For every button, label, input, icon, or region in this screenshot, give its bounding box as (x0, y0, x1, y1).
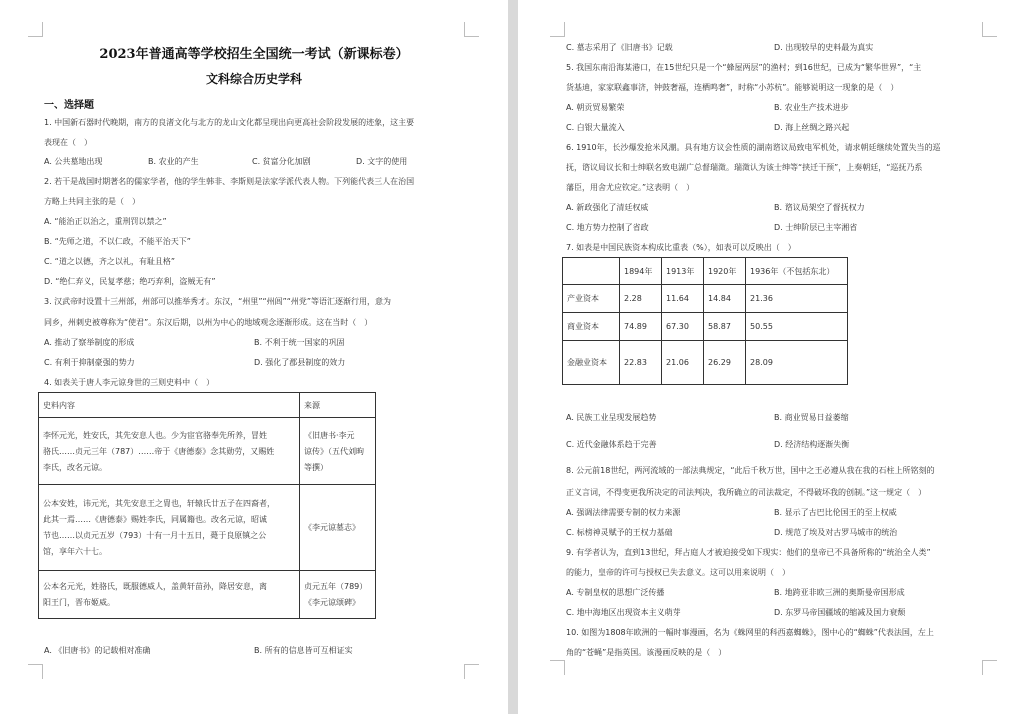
table-header: 史料内容 (39, 393, 300, 418)
crop-mark (28, 664, 43, 679)
question-6-line-3: 藩臣，用舍尤应钦定。”这表明（ ） (566, 183, 695, 192)
crop-mark (982, 22, 997, 37)
source-table (38, 392, 376, 619)
q2-option-c: C. “道之以德，齐之以礼，有耻且格” (44, 257, 175, 266)
table-cell: 22.83 (620, 341, 662, 385)
q9-option-b: B. 地跨亚非欧三洲的奥斯曼帝国形成 (774, 588, 905, 597)
question-7-line: 7. 如表是中国民族资本构成比重表（%），如表可以反映出（ ） (566, 243, 796, 252)
page-gutter (508, 0, 518, 714)
q7-option-b: B. 商业贸易日益萎缩 (774, 413, 849, 422)
q8-option-d: D. 规范了埃及对古罗马城市的统治 (774, 528, 898, 537)
left-page (0, 0, 508, 714)
table-header: 来源 (300, 393, 376, 418)
exam-subtitle: 文科综合历史学科 (205, 72, 302, 86)
question-4-line: 4. 如表关于唐人李元谅身世的三则史料中（ ） (44, 378, 215, 387)
q5-option-c: C. 白银大量流入 (566, 123, 625, 132)
question-5-line-1: 5. 我国东南沿海某港口，在15世纪只是一个“蜂屋两层”的渔村；到16世纪，已成为“繁华世界”，“主 (566, 63, 922, 72)
crop-mark (550, 660, 565, 675)
q5-option-a: A. 朝贡贸易繁荣 (566, 103, 625, 112)
q8-option-a: A. 强调法律需要专制的权力来源 (566, 508, 681, 517)
q1-option-d: D. 文字的使用 (356, 157, 408, 166)
question-10-line-1: 10. 如图为1808年欧洲的一幅时事漫画，名为《蛛网里的科西嘉蜘蛛》，图中心的“蜘蛛”代表法国，左上 (566, 628, 934, 637)
question-9-line-1: 9. 有学者认为，直到13世纪，拜占庭人才被迫接受如下现实：他们的皇帝已不具备所称的“统治全人类” (566, 548, 931, 557)
table-row-label: 金融业资本 (563, 341, 620, 385)
q9-option-c: C. 地中海地区出现资本主义萌芽 (566, 608, 681, 617)
q4-option-a: A. 《旧唐书》的记载相对准确 (44, 646, 151, 655)
table-header: 1894年 (620, 258, 662, 285)
q3-option-a: A. 推动了察举制度的形成 (44, 338, 135, 347)
table-cell: 公本安姓，讳元光，其先安息王之胄也，轩辕氏廿五子在四裔者， 此其一焉……《唐德泰》赐姓李氏，同属籍也。改名元谅，昭诚 节也……以贞元五岁（793）十有一月十五日，薨于良原镇之公 馆，享年六十七。 (39, 485, 300, 571)
q4-option-c: C. 墓志采用了《旧唐书》记载 (566, 43, 673, 52)
question-9-line-2: 的能力，皇帝的许可与授权已失去意义。这可以用来说明（ ） (566, 568, 790, 577)
q2-option-b: B. “先师之道，不以仁政，不能平治天下” (44, 237, 191, 246)
q6-option-b: B. 谘议局架空了督抚权力 (774, 203, 865, 212)
table-cell: 《旧唐书·李元 谅传》（五代刘昫 等撰） (300, 418, 376, 485)
table-cell: 58.87 (704, 313, 746, 341)
table-cell: 21.36 (746, 285, 848, 313)
crop-mark (464, 22, 479, 37)
table-cell: 贞元五年（789） 《李元谅颂碑》 (300, 571, 376, 619)
table-cell: 2.28 (620, 285, 662, 313)
q1-option-a: A. 公共墓地出现 (44, 157, 103, 166)
q8-option-b: B. 显示了古巴比伦国王的至上权威 (774, 508, 897, 517)
table-header: 1920年 (704, 258, 746, 285)
question-3-line-2: 同乡，州刺史被尊称为“使君”。东汉后期，以州为中心的地域观念逐渐形成。这在当时（ ） (44, 318, 373, 327)
right-page (518, 0, 1024, 714)
section-heading: 一、选择题 (44, 100, 94, 111)
table-cell: 26.29 (704, 341, 746, 385)
q4-option-d: D. 出现较早的史料最为真实 (774, 43, 874, 52)
q9-option-d: D. 东罗马帝国疆域的缩减及国力衰颓 (774, 608, 906, 617)
question-8-line-1: 8. 公元前18世纪，两河流域的一部法典规定，“此后千秋万世，国中之王必遵从我在我的石柱上所铭刻的 (566, 466, 935, 475)
q7-option-d: D. 经济结构逐渐失衡 (774, 440, 850, 449)
table-row (563, 341, 848, 385)
table-row (563, 285, 848, 313)
q3-option-b: B. 不利于统一国家的巩固 (254, 338, 345, 347)
table-cell: 11.64 (662, 285, 704, 313)
crop-mark (464, 664, 479, 679)
q2-option-a: A. “能治正以治之，重刑罚以禁之” (44, 217, 167, 226)
table-row (39, 418, 376, 485)
question-10-line-2: 角的“苍蝇”是指英国。该漫画反映的是（ ） (566, 648, 727, 657)
crop-mark (28, 22, 43, 37)
crop-mark (982, 660, 997, 675)
table-cell: 14.84 (704, 285, 746, 313)
question-2-line-1: 2. 若干是战国时期著名的儒家学者，他的学生韩非、李斯则是法家学派代表人物。下列能代表三人在治国 (44, 177, 415, 186)
question-2-line-2: 方略上共同主张的是（ ） (44, 197, 140, 206)
table-header: 1913年 (662, 258, 704, 285)
table-header-row (563, 258, 848, 285)
q6-option-d: D. 士绅阶层已主宰湘省 (774, 223, 858, 232)
q7-option-a: A. 民族工业呈现发展趋势 (566, 413, 657, 422)
q3-option-c: C. 有利于抑制豪强的势力 (44, 358, 135, 367)
q9-option-a: A. 专制皇权的思想广泛传播 (566, 588, 665, 597)
table-cell: 50.55 (746, 313, 848, 341)
table-cell: 李怀元光，姓安氏，其先安息人也。少为宦官骆奉先所养，冒姓 骆氏……贞元三年（787）……帝于《唐德泰》念其勋劳，又赐姓 李氏，改名元谅。 (39, 418, 300, 485)
table-cell: 28.09 (746, 341, 848, 385)
table-header: 1936年（不包括东北） (746, 258, 848, 285)
q1-option-c: C. 贫富分化加剧 (252, 157, 311, 166)
table-cell: 公本名元光，姓骆氏，既服德威人，盖黄轩苗孙，降居安息，离 阳王门，晋布姬威。 (39, 571, 300, 619)
table-row-label: 商业资本 (563, 313, 620, 341)
table-row-label: 产业资本 (563, 285, 620, 313)
q2-option-d: D. “绝仁弃义，民复孝慈；绝巧弃利，盗贼无有” (44, 277, 216, 286)
question-1-line-1: 1. 中国新石器时代晚期，南方的良渚文化与北方的龙山文化都呈现出向更高社会阶段发展的迹象，这主要 (44, 118, 415, 127)
q4-option-b: B. 所有的信息皆可互相证实 (254, 646, 353, 655)
capital-table (562, 257, 848, 385)
table-cell: 21.06 (662, 341, 704, 385)
table-header (563, 258, 620, 285)
q6-option-c: C. 地方势力控制了省政 (566, 223, 649, 232)
q1-option-b: B. 农业的产生 (148, 157, 199, 166)
table-cell: 《李元谅墓志》 (300, 485, 376, 571)
question-1-line-2: 表现在（ ） (44, 138, 92, 147)
q5-option-b: B. 农业生产技术进步 (774, 103, 849, 112)
q6-option-a: A. 新政强化了清廷权威 (566, 203, 649, 212)
table-row (563, 313, 848, 341)
question-8-line-2: 正义言词，不得变更我所决定的司法判决，我所确立的司法裁定，不得破坏我的创制。”这一规定（ ） (566, 488, 927, 497)
table-cell: 74.89 (620, 313, 662, 341)
table-row (39, 571, 376, 619)
table-cell: 67.30 (662, 313, 704, 341)
question-6-line-1: 6. 1910年，长沙爆发抢米风潮。具有地方议会性质的湖南谘议局致电军机处，请求朝廷继续处置失当的巡 (566, 143, 941, 152)
question-3-line-1: 3. 汉武帝时设置十三州部，州部可以推举秀才。东汉，“州里”“州闾”“州党”等语汇逐渐行用，意为 (44, 297, 392, 306)
q7-option-c: C. 近代金融体系趋于完善 (566, 440, 657, 449)
crop-mark (550, 22, 565, 37)
q5-option-d: D. 海上丝绸之路兴起 (774, 123, 850, 132)
question-5-line-2: 货基迪，家家联鑫事济，钟鼓奢福，连栖鸣奢”，时称“小苏杭”。能够说明这一现象的是（ ） (566, 83, 899, 92)
question-6-line-2: 抚，谘议局议长和士绅联名致电湖广总督瑞澂。瑞澂认为该士绅等“挟迁干预”，上奏朝廷，“巡抚乃系 (566, 163, 923, 172)
q3-option-d: D. 强化了郡县制度的效力 (254, 358, 346, 367)
q8-option-c: C. 标榜神灵赋予的王权力基础 (566, 528, 673, 537)
table-row (39, 485, 376, 571)
exam-title: 2023年普通高等学校招生全国统一考试（新课标卷） (99, 47, 409, 62)
